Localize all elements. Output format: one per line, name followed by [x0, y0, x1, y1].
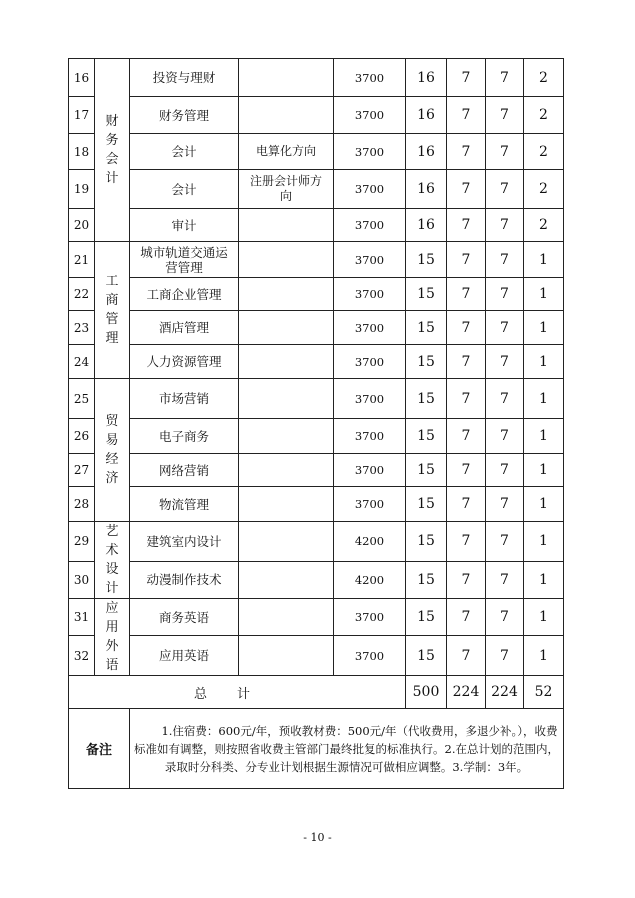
direction-cell: [239, 561, 334, 598]
direction-cell: [239, 97, 334, 134]
fee-cell: 3700: [334, 454, 406, 487]
fee-cell: 4200: [334, 522, 406, 562]
row-number: 32: [69, 636, 95, 676]
page-number: - 10 -: [303, 831, 332, 844]
total-cell: 15: [406, 379, 447, 419]
fee-cell: 3700: [334, 311, 406, 345]
direction-cell: [239, 599, 334, 636]
count-cell: 7: [447, 59, 486, 97]
table-row: [69, 561, 564, 598]
count-cell: 1: [524, 561, 564, 598]
table-row: [69, 59, 564, 97]
total-cell: 15: [406, 636, 447, 676]
count-cell: 7: [486, 636, 524, 676]
major-cell: 投资与理财: [130, 59, 239, 97]
fee-cell: 3700: [334, 209, 406, 242]
fee-cell: 3700: [334, 636, 406, 676]
row-number: 20: [69, 209, 95, 242]
notes-label: 备注: [69, 709, 130, 789]
table-row: [69, 278, 564, 311]
fee-cell: 3700: [334, 487, 406, 522]
count-cell: 7: [486, 134, 524, 170]
row-number: 28: [69, 487, 95, 522]
table-row: [69, 487, 564, 522]
direction-cell: [239, 419, 334, 454]
count-cell: 7: [486, 379, 524, 419]
major-cell: 城市轨道交通运营管理: [130, 242, 239, 278]
count-cell: 7: [486, 278, 524, 311]
grand-count: 224: [447, 676, 486, 709]
major-cell: 会计: [130, 134, 239, 170]
count-cell: 1: [524, 419, 564, 454]
major-cell: 审计: [130, 209, 239, 242]
row-number: 24: [69, 345, 95, 379]
direction-cell: [239, 209, 334, 242]
major-cell: 建筑室内设计: [130, 522, 239, 562]
fee-cell: 3700: [334, 278, 406, 311]
total-cell: 15: [406, 487, 447, 522]
count-cell: 7: [447, 345, 486, 379]
notes-text: 1.住宿费：600元/年，预收教材费：500元/年（代收费用，多退少补。），收费标准如有调整，则按照省收费主管部门最终批复的标准执行。2.在总计划的范围内，录取时分科类、分专业计划根据生源情况可做相应调整。3.学制：3年。: [130, 709, 564, 789]
row-number: 27: [69, 454, 95, 487]
count-cell: 2: [524, 170, 564, 209]
major-cell: 物流管理: [130, 487, 239, 522]
count-cell: 7: [447, 522, 486, 562]
count-cell: 2: [524, 134, 564, 170]
row-number: 19: [69, 170, 95, 209]
total-cell: 15: [406, 522, 447, 562]
total-cell: 15: [406, 345, 447, 379]
table-row: [69, 636, 564, 676]
major-cell: 财务管理: [130, 97, 239, 134]
count-cell: 7: [486, 345, 524, 379]
count-cell: 7: [447, 134, 486, 170]
count-cell: 7: [486, 454, 524, 487]
table-row: [69, 242, 564, 278]
total-cell: 16: [406, 97, 447, 134]
direction-cell: [239, 636, 334, 676]
count-cell: 1: [524, 242, 564, 278]
major-cell: 市场营销: [130, 379, 239, 419]
grand-count: 52: [524, 676, 564, 709]
row-number: 26: [69, 419, 95, 454]
count-cell: 7: [447, 97, 486, 134]
category-cell: [95, 242, 130, 379]
total-cell: 16: [406, 209, 447, 242]
major-cell: 工商企业管理: [130, 278, 239, 311]
table-row: [69, 419, 564, 454]
direction-cell: 注册会计师方向: [239, 170, 334, 209]
fee-cell: 3700: [334, 242, 406, 278]
count-cell: 7: [486, 599, 524, 636]
total-cell: 15: [406, 278, 447, 311]
count-cell: 7: [486, 97, 524, 134]
fee-cell: 3700: [334, 379, 406, 419]
grand-count: 224: [486, 676, 524, 709]
count-cell: 7: [447, 419, 486, 454]
major-cell: 人力资源管理: [130, 345, 239, 379]
count-cell: 1: [524, 522, 564, 562]
row-number: 23: [69, 311, 95, 345]
table-row: [69, 454, 564, 487]
enrollment-plan-table: [68, 58, 564, 789]
count-cell: 1: [524, 278, 564, 311]
direction-cell: [239, 454, 334, 487]
fee-cell: 3700: [334, 97, 406, 134]
category-cell: [95, 379, 130, 522]
row-number: 16: [69, 59, 95, 97]
direction-cell: [239, 345, 334, 379]
category-label: 工商管理: [105, 274, 119, 346]
direction-cell: 电算化方向: [239, 134, 334, 170]
row-number: 22: [69, 278, 95, 311]
major-cell: 电子商务: [130, 419, 239, 454]
count-cell: 7: [447, 599, 486, 636]
category-cell: [95, 59, 130, 242]
major-cell: 动漫制作技术: [130, 561, 239, 598]
count-cell: 7: [447, 311, 486, 345]
count-cell: 2: [524, 59, 564, 97]
row-number: 25: [69, 379, 95, 419]
category-label: 财务会计: [105, 114, 119, 186]
count-cell: 7: [486, 522, 524, 562]
count-cell: 1: [524, 345, 564, 379]
notes-row: [69, 709, 564, 789]
count-cell: 7: [486, 170, 524, 209]
major-cell: 商务英语: [130, 599, 239, 636]
category-label: 艺术设计: [105, 524, 119, 596]
direction-cell: [239, 379, 334, 419]
table-row: [69, 97, 564, 134]
count-cell: 7: [486, 311, 524, 345]
major-cell: 应用英语: [130, 636, 239, 676]
count-cell: 7: [486, 59, 524, 97]
fee-cell: 3700: [334, 134, 406, 170]
count-cell: 7: [447, 242, 486, 278]
total-row: [69, 676, 564, 709]
count-cell: 7: [486, 242, 524, 278]
total-cell: 16: [406, 59, 447, 97]
category-cell: [95, 522, 130, 599]
category-cell: [95, 599, 130, 676]
category-label: 贸易经济: [105, 414, 119, 486]
table-row: [69, 599, 564, 636]
total-cell: 15: [406, 561, 447, 598]
count-cell: 7: [447, 170, 486, 209]
major-cell: 网络营销: [130, 454, 239, 487]
row-number: 17: [69, 97, 95, 134]
count-cell: 1: [524, 487, 564, 522]
count-cell: 1: [524, 379, 564, 419]
table-row: [69, 311, 564, 345]
count-cell: 7: [447, 636, 486, 676]
count-cell: 7: [447, 278, 486, 311]
count-cell: 1: [524, 454, 564, 487]
count-cell: 7: [486, 209, 524, 242]
count-cell: 7: [486, 419, 524, 454]
count-cell: 7: [486, 487, 524, 522]
total-cell: 16: [406, 134, 447, 170]
major-cell: 酒店管理: [130, 311, 239, 345]
direction-cell: [239, 278, 334, 311]
total-cell: 15: [406, 419, 447, 454]
count-cell: 7: [486, 561, 524, 598]
count-cell: 7: [447, 379, 486, 419]
count-cell: 7: [447, 454, 486, 487]
row-number: 30: [69, 561, 95, 598]
table-row: [69, 134, 564, 170]
count-cell: 1: [524, 599, 564, 636]
total-cell: 15: [406, 242, 447, 278]
direction-cell: [239, 311, 334, 345]
table-row: [69, 379, 564, 419]
row-number: 21: [69, 242, 95, 278]
count-cell: 2: [524, 97, 564, 134]
fee-cell: 3700: [334, 345, 406, 379]
row-number: 18: [69, 134, 95, 170]
table-row: [69, 209, 564, 242]
fee-cell: 3700: [334, 599, 406, 636]
count-cell: 2: [524, 209, 564, 242]
total-cell: 15: [406, 599, 447, 636]
direction-cell: [239, 487, 334, 522]
category-label: 应用外语: [105, 601, 119, 673]
major-cell: 会计: [130, 170, 239, 209]
total-cell: 16: [406, 170, 447, 209]
fee-cell: 3700: [334, 419, 406, 454]
fee-cell: 3700: [334, 59, 406, 97]
grand-total: 500: [406, 676, 447, 709]
count-cell: 7: [447, 209, 486, 242]
count-cell: 1: [524, 636, 564, 676]
table-row: [69, 170, 564, 209]
total-cell: 15: [406, 311, 447, 345]
fee-cell: 4200: [334, 561, 406, 598]
count-cell: 7: [447, 561, 486, 598]
fee-cell: 3700: [334, 170, 406, 209]
table-row: [69, 522, 564, 562]
direction-cell: [239, 59, 334, 97]
table-row: [69, 345, 564, 379]
row-number: 31: [69, 599, 95, 636]
row-number: 29: [69, 522, 95, 562]
total-label: 总计: [69, 676, 406, 709]
direction-cell: [239, 242, 334, 278]
direction-cell: [239, 522, 334, 562]
count-cell: 7: [447, 487, 486, 522]
count-cell: 1: [524, 311, 564, 345]
total-cell: 15: [406, 454, 447, 487]
